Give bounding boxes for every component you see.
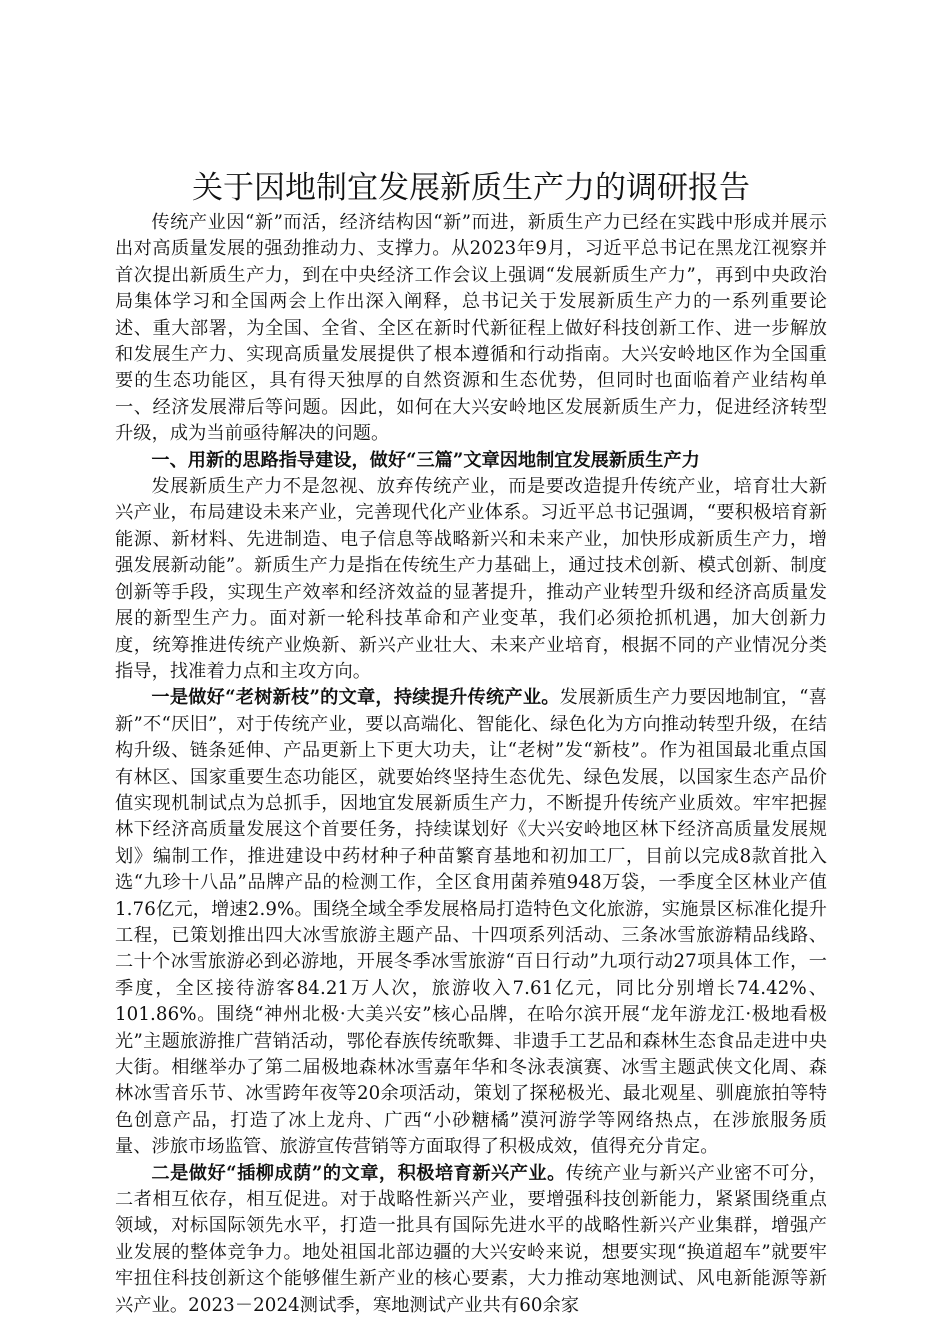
document-body	[115, 168, 827, 1319]
point-two-lead: 二是做好“插柳成荫”的文章，积极培育新兴产业。	[151, 1162, 566, 1184]
section-paragraph: 发展新质生产力不是忽视、放弃传统产业，而是要改造提升传统产业，培育壮大新兴产业，布局建设未来产业，完善现代化产业体系。习近平总书记强调，“要积极培育新能源、新材料、先进制造、电子信息等战略新兴和未来产业，加快形成新质生产力，增强发展新动能”。新质生产力是指在传统生产力基础上，通过技术创新、模式创新、制度创新等手段，实现生产效率和经济效益的显著提升，推动产业转型升级和经济高质量发展的新型生产力。面对新一轮科技革命和产业变革，我们必须抢抓机遇，加大创新力度，统筹推进传统产业焕新、新兴产业壮大、未来产业培育，根据不同的产业情况分类指导，找准着力点和主攻方向。	[115, 476, 827, 682]
intro-paragraph: 传统产业因“新”而活，经济结构因“新”而进，新质生产力已经在实践中形成并展示出对高质量发展的强劲推动力、支撑力。从2023年9月，习近平总书记在黑龙江视察并首次提出新质生产力，到在中央经济工作会议上强调“发展新质生产力”，再到中央政治局集体学习和全国两会上作出深入阐释，总书记关于发展新质生产力的一系列重要论述、重大部署，为全国、全省、全区在新时代新征程上做好科技创新工作、进一步解放和发展生产力、实现高质量发展提供了根本遵循和行动指南。大兴安岭地区作为全国重要的生态功能区，具有得天独厚的自然资源和生态优势，但同时也面临着产业结构单一、经济发展滞后等问题。因此，如何在大兴安岭地区发展新质生产力，促进经济转型升级，成为当前亟待解决的问题。	[115, 212, 827, 445]
document-title: 关于因地制宜发展新质生产力的调研报告	[192, 170, 750, 206]
section-heading: 一、用新的思路指导建设，做好“三篇”文章因地制宜发展新质生产力	[151, 449, 700, 471]
point-two-paragraph	[115, 1161, 827, 1319]
point-one-body: 发展新质生产力要因地制宜，“喜新”不“厌旧”，对于传统产业，要以高端化、智能化、绿色化为方向推动转型升级，在结构升级、链条延伸、产品更新上下更大功夫，让“老树”发“新枝”。作为祖国最北重点国有林区、国家重要生态功能区，就要始终坚持生态优先、绿色发展，以国家生态产品价值实现机制试点为总抓手，因地宜发展新质生产力，不断提升传统产业质效。牢牢把握林下经济高质量发展这个首要任务，持续谋划好《大兴安岭地区林下经济高质量发展规划》编制工作，推进建设中药材种子种苗繁育基地和初加工厂，目前以完成8款首批入选“九珍十八品”品牌产品的检测工作，全区食用菌养殖948万袋，一季度全区林业产值1.76亿元，增速2.9%。围绕全域全季发展格局打造特色文化旅游，实施景区标准化提升工程，已策划推出四大冰雪旅游主题产品、十四项系列活动、三条冰雪旅游精品线路、二十个冰雪旅游必到必游地，开展冬季冰雪旅游“百日行动”九项行动27项具体工作，一季度，全区接待游客84.21万人次，旅游收入7.61亿元，同比分别增长74.42%、101.86%。围绕“神州北极·大美兴安”核心品牌，在哈尔滨开展“龙年游龙江·极地看极光”主题旅游推广营销活动，鄂伦春族传统歌舞、非遗手工艺品和森林生态食品走进中央大街。相继举办了第二届极地森林冰雪嘉年华和冬泳表演赛、冰雪主题武侠文化周、森林冰雪音乐节、冰雪跨年夜等20余项活动，策划了探秘极光、最北观星、驯鹿旅拍等特色创意产品，打造了冰上龙舟、广西“小砂糖橘”漠河游学等网络热点，在涉旅服务质量、涉旅市场监管、旅游宣传营销等方面取得了积极成效，值得充分肯定。	[115, 687, 827, 1158]
point-one-paragraph	[115, 685, 827, 1160]
point-one-lead: 一是做好“老树新枝”的文章，持续提升传统产业。	[151, 687, 560, 709]
point-two-body: 传统产业与新兴产业密不可分，二者相互依存，相互促进。对于战略性新兴产业，要增强科技创新能力，紧紧围绕重点领域，对标国际领先水平，打造一批具有国际先进水平的战略性新兴产业集群，增强产业发展的整体竞争力。地处祖国北部边疆的大兴安岭来说，想要实现“换道超车”就要牢牢扭住科技创新这个能够催生新产业的核心要素，大力推动寒地测试、风电新能源等新兴产业。2023－2024测试季，寒地测试产业共有60余家	[115, 1162, 827, 1316]
